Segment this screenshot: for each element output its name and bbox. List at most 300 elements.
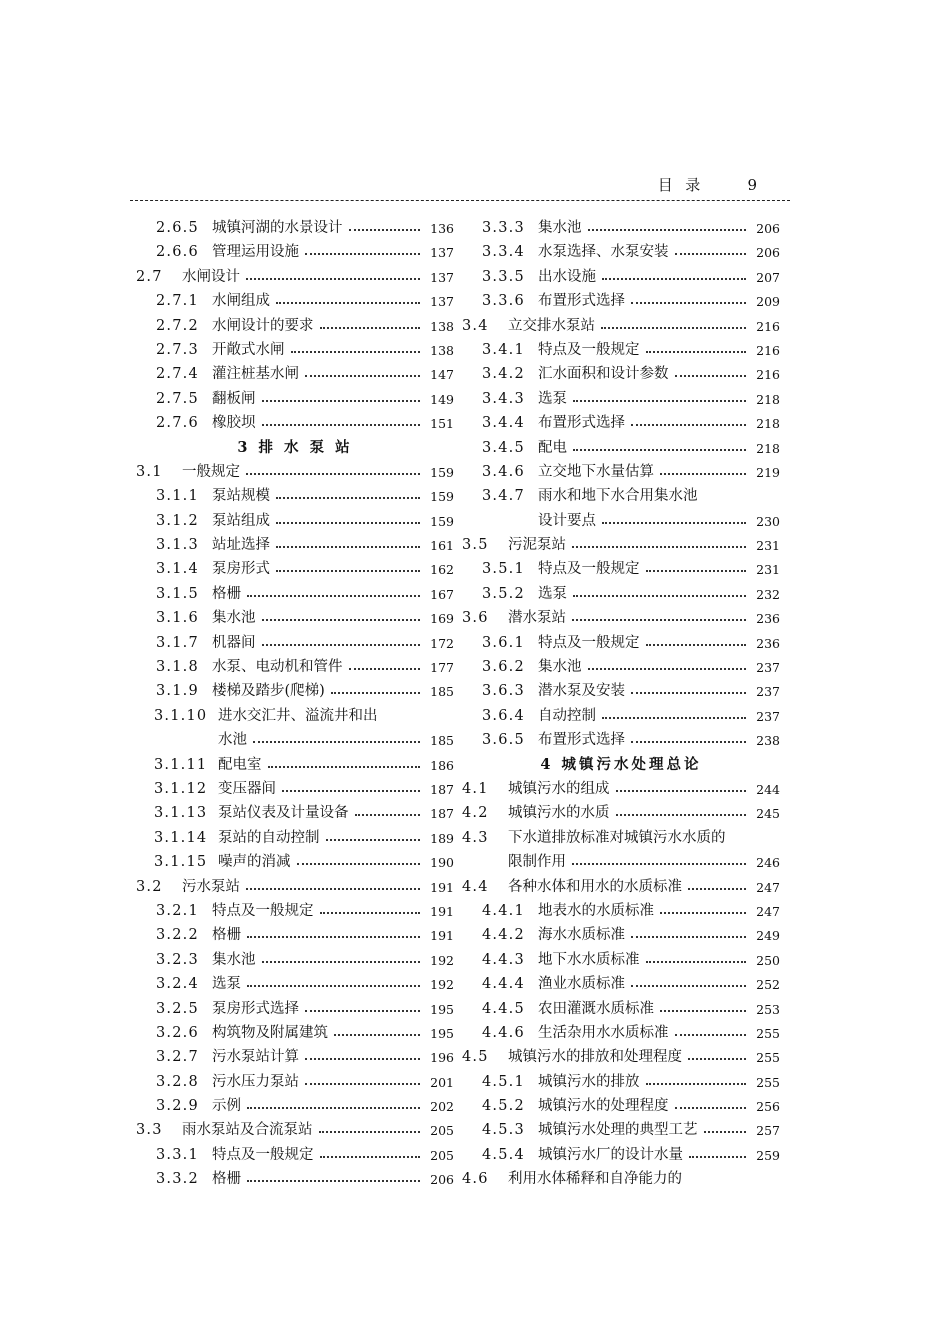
toc-entry: [136, 240, 454, 264]
entry-number: 3.3.1: [156, 1146, 199, 1163]
page-number: 138: [430, 318, 454, 334]
page-number: 185: [430, 733, 454, 749]
entry-number: 3.2.8: [156, 1073, 199, 1090]
page-number: 185: [430, 684, 454, 700]
entry-number: 3.1.3: [156, 537, 199, 554]
entry-title: 城镇污水处理的典型工艺: [538, 1122, 698, 1139]
page-number: 246: [756, 855, 780, 871]
entry-number: 3.1.11: [154, 756, 208, 773]
dot-leader: [631, 936, 746, 938]
page-number: 218: [756, 416, 780, 432]
page-number: 177: [430, 660, 454, 676]
toc-entry: [136, 484, 454, 508]
entry-title: 污泥泵站: [508, 537, 566, 554]
toc-entry: [462, 606, 780, 630]
dot-leader: [276, 522, 420, 524]
toc-entry: [136, 387, 454, 411]
page-number: 209: [756, 294, 780, 310]
dot-leader: [601, 327, 746, 329]
entry-title: 城镇污水的排放: [538, 1073, 640, 1090]
entry-title: 特点及一般规定: [212, 1146, 314, 1163]
entry-number: 3.1.4: [156, 561, 199, 578]
dot-leader: [297, 863, 421, 865]
dot-leader: [675, 1107, 747, 1109]
entry-number: 3.1.2: [156, 512, 199, 529]
dot-leader: [572, 546, 746, 548]
dot-leader: [334, 1034, 420, 1036]
toc-entry: [136, 582, 454, 606]
toc-entry: [136, 972, 454, 996]
toc-entry: [136, 899, 454, 923]
page-number: 201: [430, 1074, 454, 1090]
toc-entry: [136, 509, 454, 533]
entry-title: 选泵: [212, 976, 241, 993]
entry-number: 3.3.6: [482, 293, 525, 310]
entry-number: 4.4.3: [482, 951, 525, 968]
page-number: 136: [430, 221, 454, 236]
entry-number: 3.3.4: [482, 244, 525, 261]
entry-title: 下水道排放标准对城镇污水水质的: [508, 829, 726, 846]
page-number: 237: [756, 684, 780, 700]
page-number: 202: [430, 1099, 454, 1115]
entry-title: 立交排水泵站: [508, 317, 595, 334]
entry-title: 立交地下水量估算: [538, 463, 654, 480]
entry-number: 3.4: [462, 317, 489, 334]
entry-number: 3.4.6: [482, 463, 525, 480]
dot-leader: [349, 229, 421, 231]
entry-title: 示例: [212, 1098, 241, 1115]
chapter-heading: 3 排 水 泵 站: [237, 438, 353, 456]
page-number: 189: [430, 830, 454, 846]
toc-entry: [462, 972, 780, 996]
entry-title: 泵房形式: [212, 561, 270, 578]
dot-leader: [305, 1058, 420, 1060]
entry-title: 出水设施: [538, 268, 596, 285]
entry-title: 机器间: [212, 634, 256, 651]
dot-leader: [689, 1156, 746, 1158]
dot-leader: [616, 814, 747, 816]
toc-entry: [462, 679, 780, 703]
entry-title: 污水泵站: [182, 878, 240, 895]
entry-title: 水闸设计的要求: [212, 317, 314, 334]
entry-number: 3.1.7: [156, 634, 199, 651]
entry-number: 3.3.5: [482, 268, 525, 285]
entry-title: 进水交汇井、溢流井和出: [218, 707, 378, 724]
entry-number: 2.6.5: [156, 220, 199, 236]
dot-leader: [602, 522, 746, 524]
page-number: 159: [430, 513, 454, 529]
entry-number: 2.6.6: [156, 244, 199, 261]
entry-title: 噪声的消减: [218, 854, 291, 871]
entry-number: 2.7.4: [156, 366, 199, 383]
toc-entry: [462, 216, 780, 240]
dot-leader: [247, 936, 420, 938]
page-number: 190: [430, 855, 454, 871]
dot-leader: [262, 961, 421, 963]
entry-number: 4.4: [462, 878, 489, 895]
dot-leader: [262, 424, 421, 426]
page-number: 137: [430, 245, 454, 261]
page-number: 255: [756, 1025, 780, 1041]
entry-title: 污水泵站计算: [212, 1049, 299, 1066]
entry-title: 一般规定: [182, 463, 240, 480]
entry-number: 4.5: [462, 1049, 489, 1066]
toc-entry: [136, 948, 454, 972]
toc-entry: [136, 1143, 454, 1167]
page-number: 137: [430, 269, 454, 285]
entry-title: 布置形式选择: [538, 415, 625, 432]
toc-entry: [136, 216, 454, 240]
page-number: 162: [430, 562, 454, 578]
dot-leader: [246, 278, 420, 280]
dot-leader: [616, 790, 747, 792]
page-number: 172: [430, 635, 454, 651]
dot-leader: [572, 863, 746, 865]
entry-title: 集水池: [212, 951, 256, 968]
toc-entry: [136, 850, 454, 874]
entry-title: 集水池: [538, 659, 582, 676]
toc-entry: [462, 533, 780, 557]
dot-leader: [631, 741, 746, 743]
entry-number: 3.2.6: [156, 1024, 199, 1041]
page-number: 207: [756, 269, 780, 285]
dot-leader: [305, 1010, 420, 1012]
entry-number: 3.2.1: [156, 902, 199, 919]
entry-title: 变压器间: [218, 780, 276, 797]
entry-number: 4.5.4: [482, 1146, 525, 1163]
page-number: 259: [756, 1147, 780, 1163]
entry-title: 农田灌溉水质标准: [538, 1000, 654, 1017]
toc-entry: [462, 265, 780, 289]
entry-title: 泵站仪表及计量设备: [218, 805, 349, 822]
entry-number: 3.5.2: [482, 585, 525, 602]
entry-number: 3.4.7: [482, 488, 525, 505]
dot-leader: [253, 741, 420, 743]
entry-number: 3.4.4: [482, 415, 525, 432]
header-title: 目 录 9: [657, 176, 758, 194]
page-number: 195: [430, 1001, 454, 1017]
toc-entry: [462, 704, 780, 728]
page-number: 159: [430, 489, 454, 505]
dot-leader: [631, 302, 746, 304]
dot-leader: [276, 546, 420, 548]
entry-title: 站址选择: [212, 537, 270, 554]
dot-leader: [247, 1107, 420, 1109]
page-number: 231: [756, 538, 780, 554]
entry-number: 2.7.2: [156, 317, 199, 334]
entry-title: 城镇污水的水质: [508, 805, 610, 822]
page-number: 192: [430, 952, 454, 968]
entry-number: 3.1.14: [154, 829, 208, 846]
page-number: 187: [430, 806, 454, 822]
page-number: 138: [430, 342, 454, 358]
entry-number: 3.4.5: [482, 439, 525, 456]
toc-entry: [462, 411, 780, 435]
entry-number: 4.5.1: [482, 1073, 525, 1090]
entry-number: 3.1: [136, 463, 163, 480]
dot-leader: [660, 1010, 746, 1012]
toc-entry: [136, 362, 454, 386]
page-number: 252: [756, 977, 780, 993]
entry-number: 3.1.5: [156, 585, 199, 602]
entry-title: 渔业水质标准: [538, 976, 625, 993]
page-number: 247: [756, 879, 780, 895]
dot-leader: [246, 888, 420, 890]
toc-entry: [136, 997, 454, 1021]
entry-title: 水池: [218, 732, 247, 749]
dot-leader: [320, 1156, 421, 1158]
dot-leader: [631, 692, 746, 694]
page-number: 169: [430, 611, 454, 627]
entry-number: 3.3: [136, 1122, 163, 1139]
page-number: 206: [430, 1172, 454, 1188]
dot-leader: [646, 644, 747, 646]
toc-entry: [462, 1118, 780, 1142]
page-number: 237: [756, 660, 780, 676]
page-number: 218: [756, 440, 780, 456]
page-number: 159: [430, 464, 454, 480]
toc-entry: [462, 582, 780, 606]
dot-leader: [631, 985, 746, 987]
dot-leader: [305, 253, 420, 255]
entry-title: 地下水水质标准: [538, 951, 640, 968]
dot-leader: [588, 668, 747, 670]
toc-entry: [136, 1021, 454, 1045]
toc-entry: [136, 1167, 454, 1191]
toc-entry: [462, 899, 780, 923]
page-number: 231: [756, 562, 780, 578]
entry-number: 3.1.9: [156, 683, 199, 700]
toc-entry: [462, 1143, 780, 1167]
dot-leader: [675, 253, 747, 255]
entry-number: 3.1.12: [154, 780, 208, 797]
toc-entry: [462, 875, 780, 899]
page-number: 256: [756, 1099, 780, 1115]
entry-number: 3.1.15: [154, 854, 208, 871]
entry-title: 泵站规模: [212, 488, 270, 505]
entry-number: 3.5.1: [482, 561, 525, 578]
dot-leader: [660, 473, 746, 475]
toc-entry: [136, 1045, 454, 1069]
entry-title: 选泵: [538, 585, 567, 602]
toc-entry: [136, 1070, 454, 1094]
page-number: 186: [430, 757, 454, 773]
toc-entry: [462, 1021, 780, 1045]
page-number: 218: [756, 391, 780, 407]
entry-title: 水泵、电动机和管件: [212, 659, 343, 676]
entry-title: 格栅: [212, 585, 241, 602]
entry-number: 3.2.2: [156, 927, 199, 944]
entry-title: 地表水的水质标准: [538, 902, 654, 919]
toc-entry: [462, 557, 780, 581]
header-rule: [130, 200, 790, 201]
entry-title: 生活杂用水水质标准: [538, 1024, 669, 1041]
dot-leader: [247, 595, 420, 597]
entry-title: 构筑物及附属建筑: [212, 1024, 328, 1041]
entry-number: 4.5.2: [482, 1098, 525, 1115]
page-number: 249: [756, 928, 780, 944]
entry-number: 4.2: [462, 805, 489, 822]
entry-title: 限制作用: [508, 854, 566, 871]
toc-column-left: [136, 216, 454, 1192]
dot-leader: [688, 888, 746, 890]
dot-leader: [282, 790, 420, 792]
entry-number: 3.2.5: [156, 1000, 199, 1017]
page-number: 219: [756, 464, 780, 480]
entry-title: 水闸设计: [182, 268, 240, 285]
entry-title: 污水压力泵站: [212, 1073, 299, 1090]
dot-leader: [305, 375, 420, 377]
toc-entry: [462, 436, 780, 460]
dot-leader: [646, 961, 747, 963]
dot-leader: [355, 814, 421, 816]
entry-title: 布置形式选择: [538, 293, 625, 310]
page-number: 161: [430, 538, 454, 554]
entry-number: 3.6.5: [482, 732, 525, 749]
dot-leader: [320, 912, 421, 914]
page-number: 196: [430, 1050, 454, 1066]
entry-number: 4.4.2: [482, 927, 525, 944]
entry-number: 4.3: [462, 829, 489, 846]
entry-number: 4.4.4: [482, 976, 525, 993]
dot-leader: [646, 351, 747, 353]
toc-entry: [462, 997, 780, 1021]
entry-number: 3.6.1: [482, 634, 525, 651]
entry-number: 2.7.3: [156, 341, 199, 358]
entry-number: 3.2.7: [156, 1049, 199, 1066]
entry-title: 泵站的自动控制: [218, 829, 320, 846]
toc-entry: [462, 1167, 780, 1191]
dot-leader: [305, 1083, 420, 1085]
entry-title: 特点及一般规定: [538, 341, 640, 358]
entry-title: 选泵: [538, 390, 567, 407]
toc-entry: [462, 948, 780, 972]
entry-title: 集水池: [538, 220, 582, 236]
dot-leader: [631, 424, 746, 426]
entry-title: 泵房形式选择: [212, 1000, 299, 1017]
dot-leader: [660, 912, 746, 914]
toc-entry: [136, 533, 454, 557]
toc-entry: [136, 1094, 454, 1118]
entry-number: 3.1.10: [154, 707, 208, 724]
entry-title: 楼梯及踏步(爬梯): [212, 683, 325, 700]
dot-leader: [246, 473, 420, 475]
page-number: 206: [756, 221, 780, 236]
entry-number: 3.4.1: [482, 341, 525, 358]
page-number: 255: [756, 1074, 780, 1090]
toc-entry: [462, 777, 780, 801]
toc-entry: [462, 1094, 780, 1118]
dot-leader: [276, 302, 420, 304]
toc-entry: [462, 362, 780, 386]
entry-title: 利用水体稀释和自净能力的: [508, 1171, 682, 1188]
dot-leader: [326, 839, 421, 841]
page-number: 216: [756, 318, 780, 334]
dot-leader: [675, 1034, 747, 1036]
entry-title: 格栅: [212, 1171, 241, 1188]
entry-title: 雨水泵站及合流泵站: [182, 1122, 313, 1139]
dot-leader: [276, 497, 420, 499]
entry-number: 3.1.13: [154, 805, 208, 822]
page-number: 206: [756, 245, 780, 261]
entry-number: 2.7.6: [156, 415, 199, 432]
dot-leader: [573, 595, 746, 597]
dot-leader: [320, 327, 421, 329]
dot-leader: [602, 278, 746, 280]
dot-leader: [588, 229, 747, 231]
page-number: 187: [430, 781, 454, 797]
dot-leader: [688, 1058, 746, 1060]
entry-title: 橡胶坝: [212, 415, 256, 432]
entry-number: 3.3.3: [482, 220, 525, 236]
page-number: 250: [756, 952, 780, 968]
entry-number: 4.5.3: [482, 1122, 525, 1139]
entry-title: 各种水体和用水的水质标准: [508, 878, 682, 895]
page-number: 151: [430, 416, 454, 432]
page-number: 137: [430, 294, 454, 310]
dot-leader: [602, 717, 746, 719]
page-number: 236: [756, 611, 780, 627]
entry-title: 自动控制: [538, 707, 596, 724]
page-header: [130, 174, 790, 204]
entry-number: 4.4.6: [482, 1024, 525, 1041]
toc-entry: [462, 1070, 780, 1094]
page-number: 245: [756, 806, 780, 822]
toc-entry: [136, 1118, 454, 1142]
toc-entry: [136, 265, 454, 289]
toc-entry: [136, 753, 454, 777]
page-number: 167: [430, 586, 454, 602]
page-number: 191: [430, 928, 454, 944]
chapter-heading: 4 城镇污水处理总论: [540, 755, 702, 773]
toc-entry: [462, 314, 780, 338]
page-number: 192: [430, 977, 454, 993]
toc-entry: [136, 826, 454, 850]
entry-title: 开敞式水闸: [212, 341, 285, 358]
toc-entry: [136, 801, 454, 825]
entry-title: 特点及一般规定: [212, 902, 314, 919]
entry-title: 汇水面积和设计参数: [538, 366, 669, 383]
entry-title: 集水池: [212, 610, 256, 627]
dot-leader: [573, 400, 746, 402]
entry-number: 4.4.5: [482, 1000, 525, 1017]
toc-entry: [136, 411, 454, 435]
toc-entry: [462, 387, 780, 411]
toc-entry: [136, 557, 454, 581]
toc-entry: [462, 801, 780, 825]
page-number: 216: [756, 367, 780, 383]
page-number: 191: [430, 903, 454, 919]
page-number: 205: [430, 1147, 454, 1163]
page-number: 191: [430, 879, 454, 895]
toc-entry: [462, 509, 780, 533]
dot-leader: [349, 668, 421, 670]
dot-leader: [276, 570, 420, 572]
toc-entry: [462, 826, 780, 850]
dot-leader: [319, 1131, 421, 1133]
dot-leader: [572, 619, 746, 621]
page-number: 147: [430, 367, 454, 383]
toc-entry: [136, 606, 454, 630]
dot-leader: [291, 351, 421, 353]
toc-entry: [462, 923, 780, 947]
entry-title: 特点及一般规定: [538, 561, 640, 578]
entry-title: 配电室: [218, 756, 262, 773]
page-number: 255: [756, 1050, 780, 1066]
entry-title: 水泵选择、水泵安装: [538, 244, 669, 261]
dot-leader: [331, 692, 420, 694]
toc-entry: [136, 923, 454, 947]
